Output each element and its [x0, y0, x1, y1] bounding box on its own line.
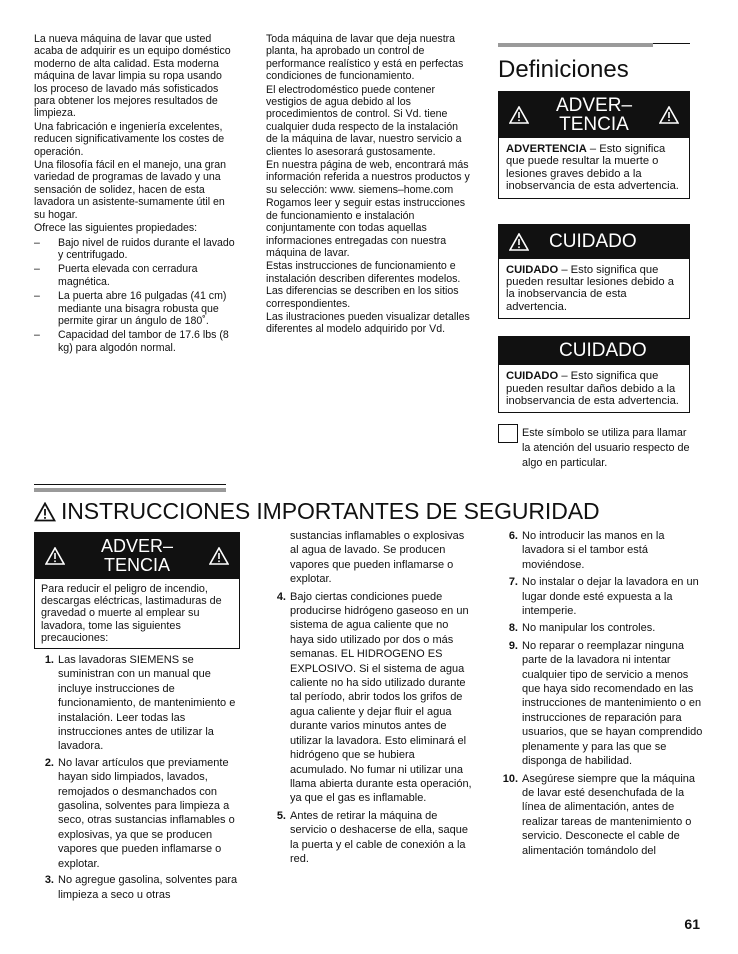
safety-warning-box	[34, 532, 240, 649]
intro-paragraph: Ofrece las siguientes propiedades:	[34, 222, 198, 235]
caution-header-label: CUIDADO	[559, 340, 647, 362]
safety-list-item: 7. No instalar o dejar la lavadora en un lugar donde esté expuesta a la intemperie.	[508, 576, 699, 618]
caution-injury-text: CUIDADO – Esto significa que pueden resultar lesiones debido a la inobservancia de esta advertencia.	[506, 263, 674, 313]
intro-column-2	[266, 33, 471, 337]
safety-list-item: 2. No lavar artículos que previamente hayan sido limpiados, lavados, remojados o desmanchados con gasolina, solventes para limpieza a seco, otras sustancias inflamables o explosivas, ya que se producen vapores que pueden inflamarse o explotar.	[44, 756, 235, 870]
warning-header	[499, 92, 689, 138]
warning-definition-box	[498, 91, 690, 199]
page-number: 61	[684, 916, 700, 932]
warning-definition-text: ADVERTENCIA – Esto significa que puede resultar la muerte o lesiones graves debido a la inobservancia de esta advertencia.	[506, 143, 679, 193]
safety-list-item: 8. No manipular los controles.	[508, 622, 656, 635]
safety-list-item: 3. No agregue gasolina, solventes para limpieza a seco u otras	[44, 874, 238, 901]
caution-header	[499, 225, 689, 259]
feature-list-item: – Capacidad del tambor de 17.6 lbs (8 kg) para algodón normal.	[34, 329, 229, 354]
warning-triangle-icon	[209, 547, 229, 565]
safety-list-item: 1. Las lavadoras SIEMENS se suministran con un manual que incluye instrucciones de funcionamiento, de mantenimiento e instalación. Leer todas las instrucciones antes de utilizar la lavadora.	[44, 654, 236, 753]
safety-list-item: 6. No introducir las manos en la lavadora si el tambor está moviéndose.	[508, 530, 665, 571]
safety-list-col2	[266, 590, 472, 867]
intro-paragraph: Toda máquina de lavar que deja nuestra planta, ha aprobado un control de performance realístico y está en perfectas condiciones de funcionamiento.	[266, 33, 464, 83]
warning-triangle-icon	[509, 233, 529, 251]
intro-paragraph: Una filosofía fácil en el manejo, una gran variedad de programas de lavado y una sensación de solidez, hacen de esta lavadora un asistente‑sumamente útil en su hogar.	[34, 159, 226, 221]
caution-injury-definition-box	[498, 224, 690, 320]
continued-item-text: sustancias inflamables o explosivas al agua de lavado. Se producen vapores que pueden inflamarse o explotar.	[290, 530, 465, 586]
safety-column-2	[266, 529, 472, 866]
warning-header-label: ADVER– TENCIA	[100, 536, 174, 575]
warning-header	[35, 533, 239, 579]
safety-list-col3	[498, 529, 704, 858]
caution-damage-definition-box	[498, 336, 690, 413]
safety-section-rule	[34, 484, 226, 485]
symbol-note	[498, 426, 690, 470]
safety-warning-text: Para reducir el peligro de incendio, descargas eléctricas, lastimaduras de gravedad o muerte al emplear su lavadora, tome las siguientes precauciones:	[41, 583, 222, 644]
intro-paragraph: Las ilustraciones pueden visualizar detalles diferentes al modelo adquirido por Vd.	[266, 310, 470, 336]
note-symbol-icon	[498, 424, 518, 443]
warning-triangle-icon	[509, 106, 529, 124]
warning-triangle-icon	[45, 547, 65, 565]
safety-column-3	[498, 529, 704, 858]
definitions-title: Definiciones	[498, 56, 629, 83]
safety-list-col1	[34, 653, 240, 902]
safety-column-1	[34, 532, 240, 902]
caution-damage-text: CUIDADO – Esto significa que pueden resultar daños debido a la inobservancia de esta advertencia.	[506, 370, 679, 408]
safety-list-item: 9. No reparar o reemplazar ninguna parte de la lavadora ni intentar cualquier tipo de servicio a menos que haya sido recomendado en las instrucciones de mantenimiento o en instrucciones de reparación para usuarios, que se hayan comprendido plenamente y para las que se disponga de habilidad.	[508, 639, 703, 768]
safety-section-rule-thick	[34, 488, 226, 492]
feature-list-item: – La puerta abre 16 pulgadas (41 cm) mediante una bisagra robusta que permite girar un ángulo de 180˚.	[34, 290, 227, 327]
warning-header-label: ADVER– TENCIA	[555, 95, 633, 135]
safety-list-item: 5. Antes de retirar la máquina de servicio o deshacerse de ella, saque la puerta y el cable de conexión a la red.	[276, 809, 468, 865]
safety-list-item: 10. Asegúrese siempre que la máquina de lavar esté desenchufada de la línea de alimentación, antes de realizar tareas de mantenimiento o servicio. Desconecte el cable de alimentación tomándolo del	[502, 772, 696, 857]
intro-paragraph: En nuestra página de web, encontrará más información referida a nuestros productos y su selección: www. siemens–home.com	[266, 159, 470, 196]
intro-paragraph: La nueva máquina de lavar que usted acaba de adquirir es un equipo doméstico moderno de alta calidad. Esta moderna máquina de lavar limpia su ropa usando los proceso de lavado más sofisticados para obtener los mejores resultados de limpieza.	[34, 33, 231, 120]
warning-triangle-icon	[34, 502, 56, 522]
feature-list-item: – Puerta elevada con cerradura magnética.	[34, 263, 198, 288]
intro-paragraph: Estas instrucciones de funcionamiento e instalación describen diferentes modelos. Las diferencias se describen en los sitios correspondientes.	[266, 260, 461, 310]
intro-paragraph: El electrodoméstico puede contener vestigios de agua debido al los procedimientos de control. Si Vd. tiene cualquier duda respecto de la instalación de la máquina de lavar, nuestro servicio a clientes lo asesorará gustosamente.	[266, 83, 462, 158]
symbol-note-text: Este símbolo se utiliza para llamar la atención del usuario respecto de algo en particular.	[522, 427, 690, 469]
intro-paragraph: Rogamos leer y seguir estas instrucciones de funcionamiento e instalación conjuntamente con todas aquellas informaciones entregadas con nuestra máquina de lavar.	[266, 197, 466, 259]
safety-list-item: 4. Bajo ciertas condiciones puede producirse hidrógeno gaseoso en un sistema de agua caliente que no haya sido utilizado por dos o más semanas. EL HIDROGENO ES EXPLOSIVO. Si el sistema de agua caliente no ha sido utilizado durante tal período, abrir todos los grifos de agua caliente y dejar fluir el agua durante varios minutos antes de utilizar la lavadora. Esto eliminará el hidrógeno que se hubiera acumulado. No fumar ni utilizar una llama abierta durante esta operación, ya que el gas es inflamable.	[276, 590, 472, 805]
definitions-section	[498, 43, 690, 470]
warning-triangle-icon	[659, 106, 679, 124]
feature-list-item: – Bajo nivel de ruidos durante el lavado y centrifugado.	[34, 236, 235, 261]
safety-title: INSTRUCCIONES IMPORTANTES DE SEGURIDAD	[34, 498, 694, 525]
intro-paragraph: Una fabricación e ingeniería excelentes, reducen significativamente los costes de operación.	[34, 120, 225, 158]
caution-header-label: CUIDADO	[549, 230, 637, 252]
intro-column-1	[34, 33, 238, 354]
caution-header	[499, 337, 689, 365]
section-rule	[498, 43, 690, 47]
